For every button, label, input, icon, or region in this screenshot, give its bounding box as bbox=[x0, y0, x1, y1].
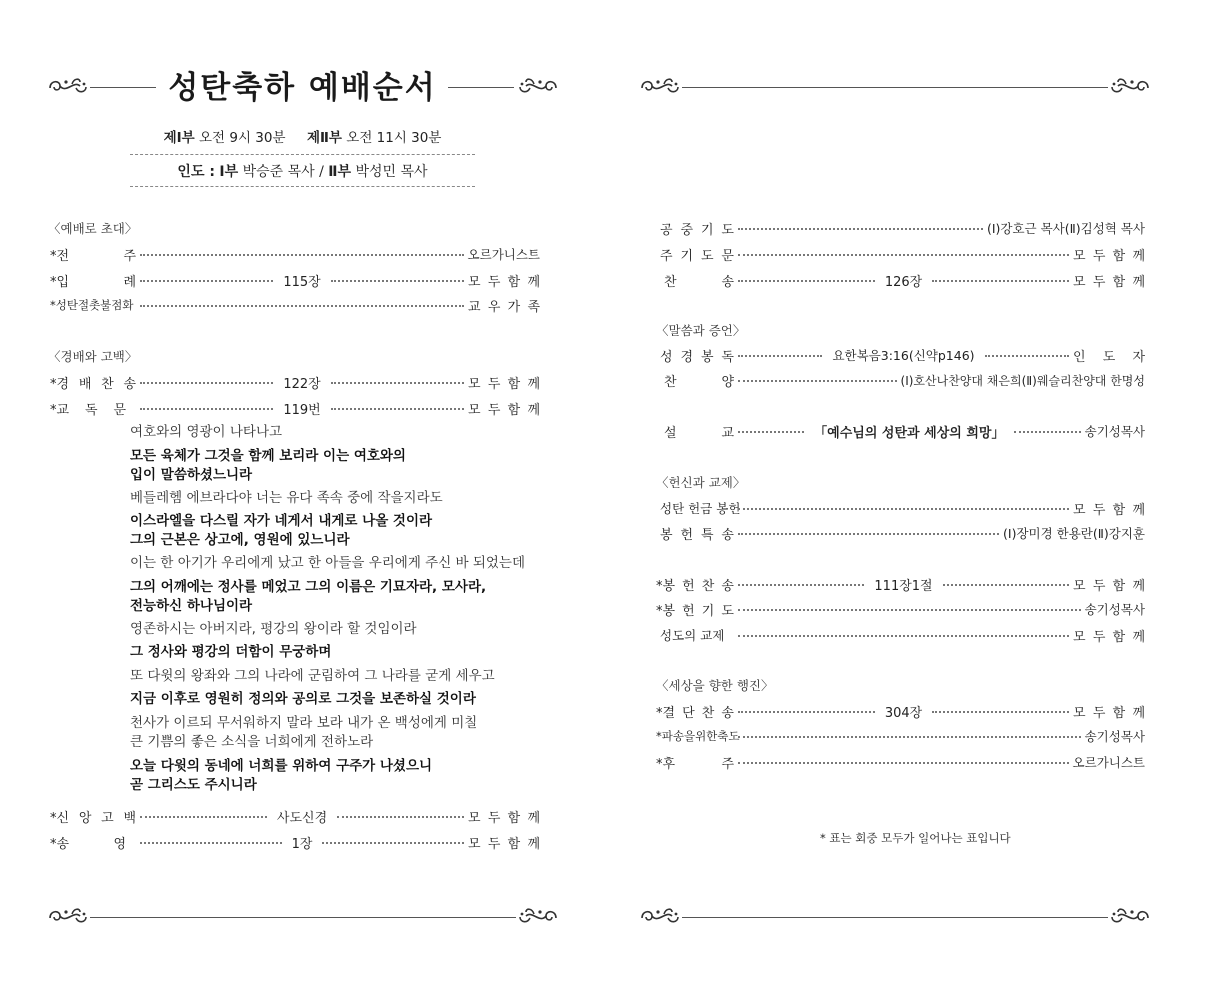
item-benediction bbox=[656, 726, 1145, 746]
scripture-line: 전능하신 하나님이라 bbox=[130, 598, 253, 614]
item-detail: 304장 bbox=[884, 705, 923, 721]
item-creed bbox=[50, 806, 540, 826]
item-name: 공 중 기 도 bbox=[660, 222, 734, 238]
item-name: 성 경 봉 독 bbox=[660, 349, 734, 365]
flourish-icon bbox=[46, 74, 90, 100]
item-name: *전 주 bbox=[50, 248, 136, 264]
item-leader: 모 두 함 께 bbox=[468, 402, 540, 418]
sermon-title: 「예수님의 성탄과 세상의 희망」 bbox=[814, 425, 1005, 441]
header-ornament bbox=[638, 72, 1152, 102]
item-worship-hymn bbox=[50, 372, 540, 392]
footer-ornament bbox=[46, 902, 560, 932]
scripture-line: 그 정사와 평강의 더함이 무궁하며 bbox=[130, 644, 332, 660]
flourish-icon bbox=[516, 74, 560, 100]
item-leader: 모 두 함 께 bbox=[1073, 274, 1145, 290]
item-candle-lighting bbox=[50, 295, 540, 315]
service-times bbox=[130, 126, 475, 146]
flourish-icon bbox=[46, 904, 90, 930]
item-leader: 교 우 가 족 bbox=[468, 299, 540, 315]
title-ornament-right bbox=[448, 72, 560, 102]
scripture-line: 이스라엘을 다스릴 자가 네게서 내게로 나올 것이라 bbox=[130, 513, 433, 529]
item-detail: 111장1절 bbox=[874, 578, 933, 594]
item-leader: (Ⅰ)장미경 한용란(Ⅱ)강지훈 bbox=[1003, 526, 1145, 541]
section-worship: 〈경배와 고백〉 bbox=[48, 349, 138, 364]
item-leader: (Ⅰ)강호근 목사(Ⅱ)김성혁 목사 bbox=[986, 221, 1145, 236]
scripture-line: 모든 육체가 그것을 함께 보리라 이는 여호와의 bbox=[130, 448, 406, 464]
item-name: *교 독 문 bbox=[50, 402, 126, 418]
item-choir-anthem bbox=[660, 370, 1145, 390]
item-name: *후 주 bbox=[656, 756, 734, 772]
item-leader: 모 두 함 께 bbox=[468, 810, 541, 826]
scripture-line: 여호와의 영광이 나타나고 bbox=[130, 424, 283, 440]
item-entrance bbox=[50, 270, 540, 290]
item-name: 주 기 도 문 bbox=[660, 248, 734, 264]
item-leader: 모 두 함 께 bbox=[1073, 502, 1145, 518]
item-detail: 126장 bbox=[884, 274, 923, 290]
item-sermon bbox=[660, 421, 1145, 441]
item-leader: 모 두 함 께 bbox=[468, 274, 540, 290]
scripture-line: 오늘 다윗의 동네에 너희를 위하여 구주가 나셨으니 bbox=[130, 758, 433, 774]
section-invitation: 〈예배로 초대〉 bbox=[48, 221, 138, 236]
scripture-line: 그의 근본은 상고에, 영원에 있느니라 bbox=[130, 532, 350, 548]
item-postlude bbox=[656, 752, 1145, 772]
leader-label: 인도 : bbox=[177, 164, 215, 180]
scripture-line: 입이 말씀하셨느니라 bbox=[130, 467, 253, 483]
scripture-line: 천사가 이르되 무서워하지 말라 보라 내가 온 백성에게 미칠 bbox=[130, 715, 478, 731]
item-responsive-reading bbox=[50, 398, 540, 418]
title-ornament-left bbox=[46, 72, 156, 102]
section-sending: 〈세상을 향한 행진〉 bbox=[656, 678, 774, 693]
scripture-line: 큰 기쁨의 좋은 소식을 너희에게 전하노라 bbox=[130, 734, 374, 750]
item-name: 봉 헌 특 송 bbox=[660, 527, 734, 543]
footnote: * 표는 회중 모두가 일어나는 표입니다 bbox=[820, 831, 1011, 845]
item-leader: 송기성목사 bbox=[1084, 424, 1146, 439]
item-name: 찬 양 bbox=[664, 374, 734, 390]
item-name: *결 단 찬 송 bbox=[656, 705, 734, 721]
scripture-line: 지금 이후로 영원히 정의와 공의로 그것을 보존하실 것이라 bbox=[130, 691, 476, 707]
item-leader: 인 도 자 bbox=[1073, 349, 1146, 365]
second-service-label: 제Ⅱ부 bbox=[307, 130, 342, 146]
section-word: 〈말씀과 증언〉 bbox=[656, 323, 746, 338]
item-detail: 119번 bbox=[283, 402, 321, 418]
leader-second-part: Ⅱ부 bbox=[328, 164, 352, 180]
item-name: *성탄절촛불점화 bbox=[50, 298, 134, 312]
item-leader: 모 두 함 께 bbox=[1073, 629, 1145, 645]
item-leader: (Ⅰ)호산나찬양대 채은희(Ⅱ)웨슬리찬양대 한명성 bbox=[900, 373, 1145, 388]
item-hymn bbox=[660, 270, 1145, 290]
page-title: 성탄축하 예배순서 bbox=[168, 70, 437, 106]
item-detail: 요한복음3:16(신약p146) bbox=[832, 348, 975, 363]
item-name: *경 배 찬 송 bbox=[50, 376, 136, 392]
flourish-icon bbox=[1108, 904, 1152, 930]
item-detail: 122장 bbox=[283, 376, 321, 392]
item-scripture-reading bbox=[660, 345, 1145, 365]
item-name: 성도의 교제 bbox=[660, 628, 725, 643]
item-offertory-prayer bbox=[656, 599, 1145, 619]
item-name: *봉 헌 기 도 bbox=[656, 603, 734, 619]
leader-line bbox=[130, 161, 475, 181]
item-detail: 1장 bbox=[291, 836, 313, 852]
scripture-line: 이는 한 아기가 우리에게 났고 한 아들을 우리에게 주신 바 되었는데 bbox=[130, 555, 526, 571]
item-detail: 115장 bbox=[283, 274, 321, 290]
right-page bbox=[602, 0, 1205, 1007]
item-name: *신 앙 고 백 bbox=[50, 810, 136, 826]
item-leader: 모 두 함 께 bbox=[1073, 705, 1145, 721]
item-leader: 모 두 함 께 bbox=[468, 836, 540, 852]
item-name: *파송을위한축도 bbox=[656, 729, 740, 743]
item-detail: 사도신경 bbox=[276, 810, 328, 826]
item-closing-hymn bbox=[656, 701, 1145, 721]
scripture-line: 또 다윗의 왕좌와 그의 나라에 군림하여 그 나라를 굳게 세우고 bbox=[130, 668, 495, 684]
item-prelude bbox=[50, 244, 540, 264]
item-leader: 송기성목사 bbox=[1084, 729, 1145, 744]
item-doxology bbox=[50, 832, 540, 852]
item-special-music bbox=[660, 523, 1145, 543]
item-lords-prayer bbox=[660, 244, 1145, 264]
item-leader: 모 두 함 께 bbox=[1073, 578, 1146, 594]
second-service-time: 오전 11시 30분 bbox=[346, 130, 442, 146]
item-leader: 오르가니스트 bbox=[467, 247, 540, 262]
footer-ornament bbox=[638, 902, 1152, 932]
section-dedication: 〈헌신과 교제〉 bbox=[656, 475, 746, 490]
item-name: *봉 헌 찬 송 bbox=[656, 578, 734, 594]
flourish-icon bbox=[638, 74, 682, 100]
flourish-icon bbox=[516, 904, 560, 930]
item-leader: 오르가니스트 bbox=[1072, 755, 1145, 770]
item-public-prayer bbox=[660, 218, 1145, 238]
divider-bottom bbox=[130, 186, 475, 187]
first-service-time: 오전 9시 30분 bbox=[199, 130, 286, 146]
divider-top bbox=[130, 154, 475, 155]
flourish-icon bbox=[638, 904, 682, 930]
item-leader: 모 두 함 께 bbox=[468, 376, 540, 392]
leader-first-name: 박승준 목사 / bbox=[242, 164, 324, 180]
item-fellowship bbox=[660, 625, 1145, 645]
item-offertory-hymn bbox=[656, 574, 1145, 594]
item-name: *송 영 bbox=[50, 836, 126, 852]
first-service-label: 제Ⅰ부 bbox=[163, 130, 195, 146]
scripture-line: 베들레헴 에브라다야 너는 유다 족속 중에 작을지라도 bbox=[130, 490, 443, 506]
scripture-line: 영존하시는 아버지라, 평강의 왕이라 할 것임이라 bbox=[130, 621, 417, 637]
scripture-line: 곧 그리스도 주시니라 bbox=[130, 777, 257, 793]
item-name: 성탄 헌금 봉헌 bbox=[660, 501, 741, 516]
item-offering bbox=[660, 498, 1145, 518]
item-name: *입 례 bbox=[50, 274, 136, 290]
flourish-icon bbox=[1108, 74, 1152, 100]
item-leader: 송기성목사 bbox=[1084, 602, 1145, 617]
scripture-line: 그의 어깨에는 정사를 메었고 그의 이름은 기묘자라, 모사라, bbox=[130, 579, 487, 595]
item-name: 찬 송 bbox=[664, 274, 734, 290]
left-page bbox=[0, 0, 602, 1007]
item-name: 설 교 bbox=[664, 425, 734, 441]
leader-first-part: Ⅰ부 bbox=[219, 164, 239, 180]
item-leader: 모 두 함 께 bbox=[1073, 248, 1145, 264]
leader-second-name: 박성민 목사 bbox=[355, 164, 428, 180]
